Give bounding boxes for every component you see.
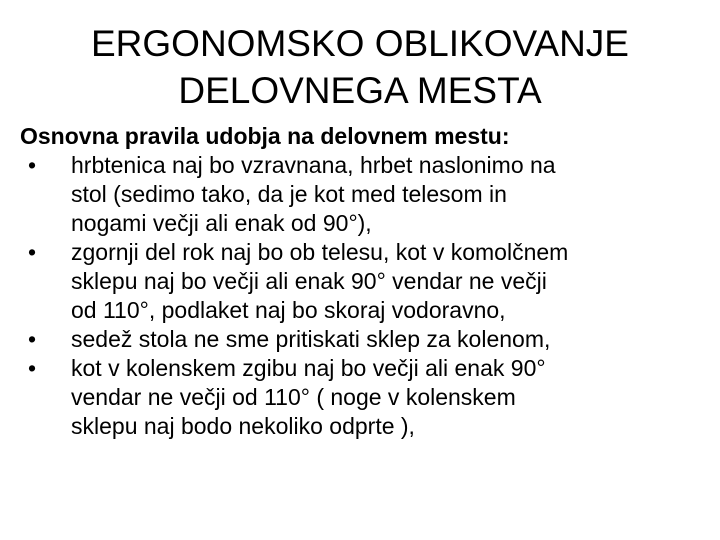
bullet-text-line: stol (sedimo tako, da je kot med telesom in	[71, 181, 507, 207]
intro-heading: Osnovna pravila udobja na delovnem mestu:	[20, 123, 510, 149]
slide-title-line-2: DELOVNEGA MESTA	[178, 70, 542, 111]
bullet-icon: •	[28, 239, 37, 265]
bullet-item-knee	[20, 354, 700, 441]
slide-title	[20, 20, 700, 114]
bullet-text-line: kot v kolenskem zgibu naj bo večji ali enak 90°	[71, 355, 546, 381]
slide-content	[20, 122, 700, 441]
bullet-text-line: sedež stola ne sme pritiskati sklep za kolenom,	[71, 326, 551, 352]
bullet-text-line: zgornji del rok naj bo ob telesu, kot v komolčnem	[71, 239, 569, 265]
bullet-text-line: sklepu naj bo večji ali enak 90° vendar ne večji	[71, 268, 547, 294]
bullet-text-line: od 110°, podlaket naj bo skoraj vodoravno,	[71, 297, 506, 323]
bullet-text-line: vendar ne večji od 110° ( noge v kolenskem	[71, 384, 516, 410]
bullet-item-spine	[20, 151, 700, 238]
bullet-item-seat	[20, 325, 700, 354]
bullet-icon: •	[28, 326, 37, 352]
bullet-text-line: hrbtenica naj bo vzravnana, hrbet naslonimo na	[71, 152, 556, 178]
bullet-icon: •	[28, 355, 37, 381]
bullet-text-line: nogami večji ali enak od 90°),	[71, 210, 372, 236]
bullet-list	[20, 151, 700, 441]
bullet-text-line: sklepu naj bodo nekoliko odprte ),	[71, 413, 415, 439]
bullet-icon: •	[28, 152, 37, 178]
bullet-item-arms	[20, 238, 700, 325]
slide-title-line-1: ERGONOMSKO OBLIKOVANJE	[91, 23, 629, 64]
